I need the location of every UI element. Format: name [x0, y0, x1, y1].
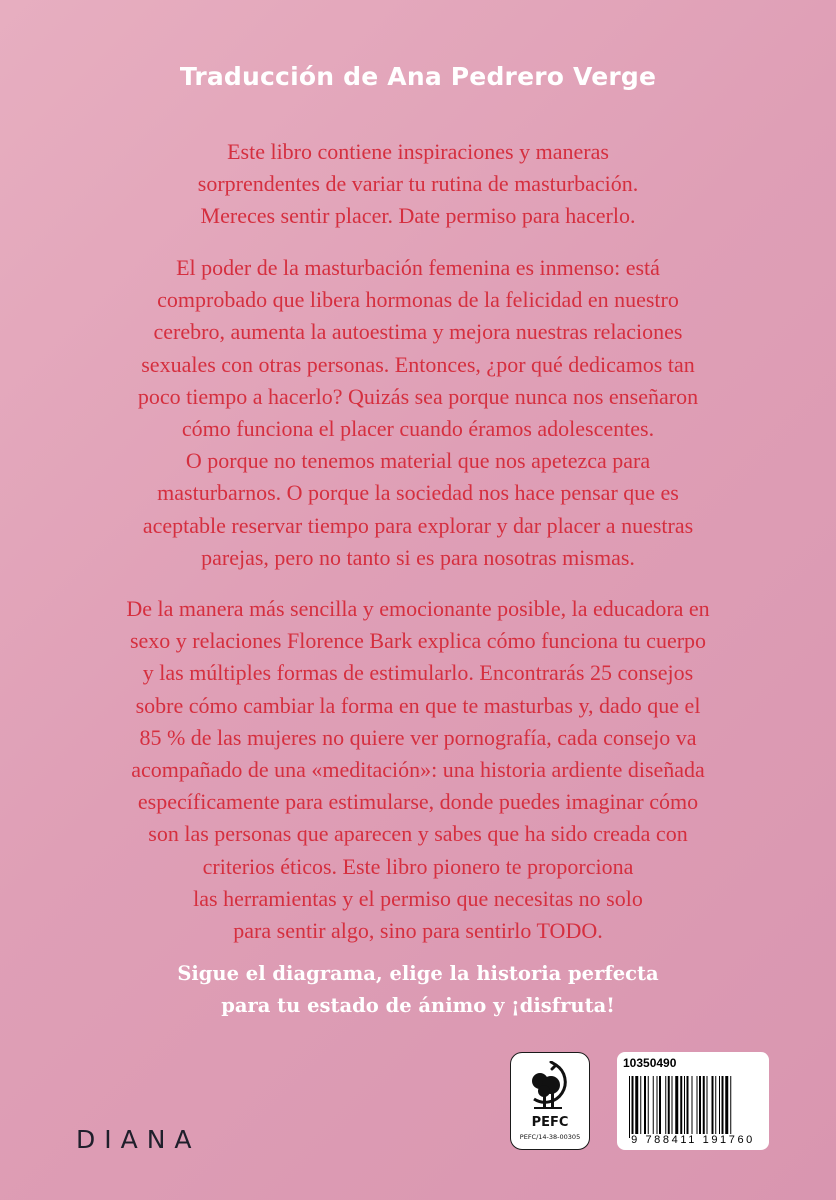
isbn-barcode — [617, 1052, 769, 1150]
barcode-isbn-text: 9 788411 191760 — [631, 1134, 755, 1146]
paragraph-line: cerebro, aumenta la autoestima y mejora nuestras relaciones — [153, 319, 683, 345]
paragraph-line: aceptable reservar tiempo para explorar y dar placer a nuestras — [142, 512, 694, 538]
intro-line: Este libro contiene inspiraciones y maneras — [227, 139, 609, 164]
paragraph-line: masturbarnos. O porque la sociedad nos hace pensar que es — [157, 480, 679, 506]
intro-line: Mereces sentir placer. Date permiso para hacerlo. — [200, 203, 636, 229]
paragraph-line: comprobado que libera hormonas de la felicidad en nuestro — [157, 287, 679, 313]
paragraph-line: cómo funciona el placer cuando éramos adolescentes. — [181, 416, 655, 442]
paragraph-line: y las múltiples formas de estimularlo. Encontrarás 25 consejos — [142, 660, 694, 686]
paragraph-line: criterios éticos. Este libro pionero te proporciona — [202, 853, 634, 879]
paragraph-line: 85 % de las mujeres no quiere ver pornografía, cada consejo va — [139, 724, 697, 750]
pefc-code: PEFC/14-38-00305 — [519, 1133, 581, 1141]
paragraph-line: acompañado de una «meditación»: una historia ardiente diseñada — [131, 757, 705, 783]
translator-credit: Traducción de Ana Pedrero Verge — [179, 62, 657, 91]
paragraph-line: sexuales con otras personas. Entonces, ¿por qué dedicamos tan — [141, 351, 695, 377]
closing-callout — [0, 958, 836, 1022]
closing-line: Sigue el diagrama, elige la historia perfecta — [177, 962, 659, 985]
barcode-top-code: 10350490 — [623, 1056, 677, 1070]
intro-line: sorprendentes de variar tu rutina de masturbación. — [197, 171, 639, 197]
pefc-certification-badge — [510, 1052, 590, 1150]
body-paragraph-1 — [40, 252, 796, 574]
paragraph-line: sexo y relaciones Florence Bark explica cómo funciona tu cuerpo — [129, 628, 707, 654]
paragraph-line: son las personas que aparecen y sabes que ha sido creada con — [148, 821, 688, 847]
intro-paragraph — [40, 136, 796, 233]
paragraph-line: para sentir algo, sino para sentirlo TODO. — [233, 918, 603, 944]
closing-line: para tu estado de ánimo y ¡disfruta! — [221, 994, 615, 1017]
paragraph-line: De la manera más sencilla y emocionante posible, la educadora en — [126, 596, 710, 621]
barcode-isbn — [617, 1134, 769, 1146]
paragraph-line: parejas, pero no tanto si es para nosotras mismas. — [201, 544, 635, 570]
paragraph-line: específicamente para estimularse, donde puedes imaginar cómo — [137, 789, 699, 815]
barcode-icon — [629, 1076, 765, 1138]
paragraph-line: O porque no tenemos material que nos apetezca para — [185, 448, 651, 474]
paragraph-line: sobre cómo cambiar la forma en que te masturbas y, dado que el — [135, 692, 701, 718]
body-paragraph-2 — [40, 593, 796, 947]
paragraph-line: El poder de la masturbación femenina es inmenso: está — [176, 255, 660, 280]
paragraph-line: las herramientas y el permiso que necesitas no solo — [193, 885, 643, 911]
paragraph-line: poco tiempo a hacerlo? Quizás sea porque nunca nos enseñaron — [137, 383, 699, 409]
publisher-logo: DIANA — [76, 1125, 201, 1154]
pefc-label: PEFC — [531, 1115, 569, 1130]
pefc-tree-icon — [526, 1061, 574, 1113]
